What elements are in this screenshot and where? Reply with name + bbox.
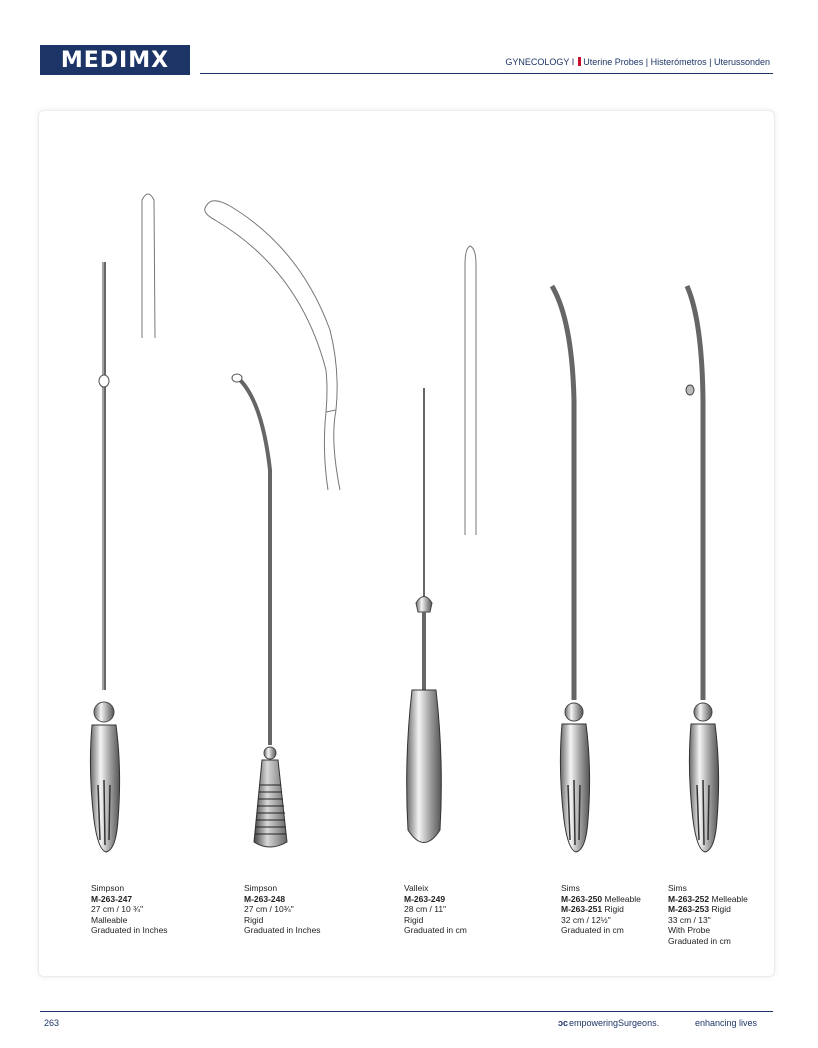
product-size: 32 cm / 12½" [561, 914, 611, 925]
product-graduation: Graduated in Inches [91, 925, 168, 935]
product-code: M-263-252 [668, 893, 710, 904]
caption-sims-250 [561, 883, 641, 936]
product-graduation: Graduated in cm [561, 925, 624, 935]
instrument-sims-250 [552, 286, 590, 852]
footer-rule [40, 1011, 773, 1012]
code-note: Melleable [711, 893, 748, 904]
code-note: Melleable [604, 893, 641, 904]
product-type: Rigid [404, 914, 424, 925]
product-graduation: Graduated in Inches [244, 925, 321, 935]
page-number: 263 [44, 1018, 60, 1028]
product-size: 27 cm / 10 ¾" [91, 904, 144, 914]
detail-tip-simpson-248 [205, 201, 340, 490]
product-code: M-263-253 [668, 904, 710, 914]
product-name: Sims [668, 883, 687, 893]
instrument-sims-252 [686, 286, 719, 852]
product-graduation: Graduated in cm [668, 935, 731, 946]
caption-simpson-247 [91, 883, 168, 936]
product-type: Malleable [91, 914, 128, 925]
header-title: Uterine Probes | Histerómetros | Uterussonden [583, 57, 770, 67]
instrument-simpson-248 [232, 374, 287, 847]
detail-tip-simpson-247 [142, 194, 155, 338]
product-name: Valleix [404, 883, 429, 893]
product-code: M-263-248 [244, 893, 286, 904]
code-note: Rigid [711, 904, 731, 914]
product-size: 33 cm / 13" [668, 914, 711, 925]
product-code: M-263-249 [404, 893, 446, 904]
instrument-valleix-249 [407, 388, 442, 843]
product-code: M-263-247 [91, 893, 133, 904]
logo-text: MEDIMX [60, 47, 170, 73]
instrument-simpson-247 [90, 262, 119, 852]
product-type: Rigid [244, 914, 264, 925]
code-note: Rigid [604, 904, 624, 914]
product-name: Simpson [91, 883, 125, 893]
caption-valleix-249 [404, 883, 467, 936]
footer-brand [558, 1018, 659, 1028]
footer-tagline: enhancing lives [695, 1018, 758, 1028]
caption-simpson-248 [244, 883, 321, 936]
header-category: GYNECOLOGY I [505, 57, 575, 67]
product-size: 27 cm / 10¾" [244, 904, 294, 914]
product-name: Sims [561, 883, 580, 893]
detail-tip-valleix-249 [465, 246, 476, 535]
product-feature: With Probe [668, 925, 711, 935]
product-code: M-263-251 [561, 904, 603, 914]
product-name: Simpson [244, 883, 278, 893]
brand-icon: ↄc [558, 1018, 569, 1028]
product-code: M-263-250 [561, 893, 603, 904]
product-graduation: Graduated in cm [404, 925, 467, 935]
footer-brand-text: empoweringSurgeons. [569, 1018, 660, 1028]
product-size: 28 cm / 11" [404, 904, 447, 914]
caption-sims-252 [668, 883, 748, 946]
